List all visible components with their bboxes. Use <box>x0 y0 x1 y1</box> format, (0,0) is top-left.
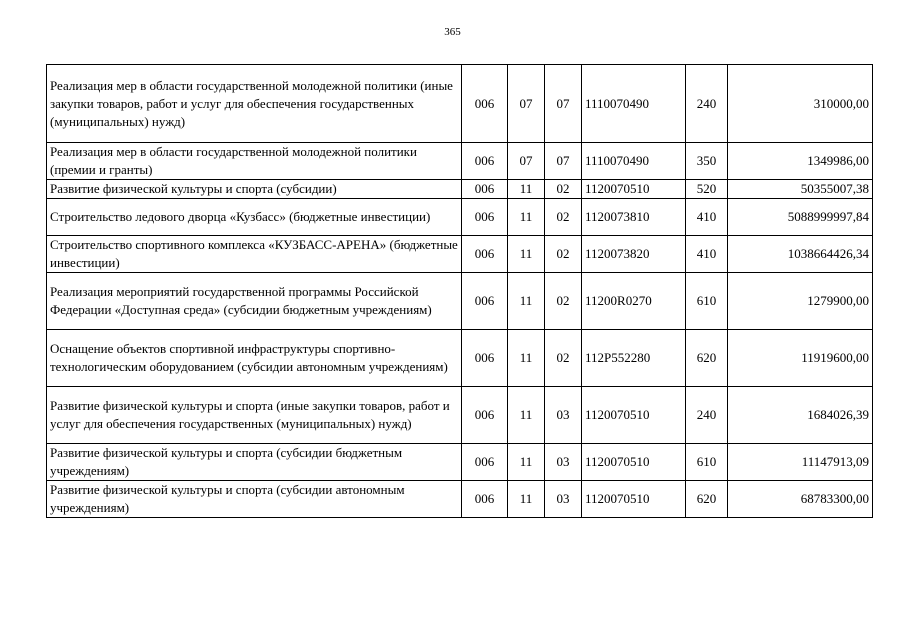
row-section-cell: 11 <box>508 199 545 236</box>
row-name-cell: Реализация мер в области государственной молодежной политики (иные закупки товаров, работ и услуг для обеспечения государственных (муниципальных) нужд) <box>47 65 462 143</box>
row-ministry-code-cell: 006 <box>462 236 508 273</box>
row-subsection-cell: 02 <box>545 330 582 387</box>
table-row <box>47 481 873 518</box>
table-row <box>47 387 873 444</box>
row-target-code-cell: 1120073820 <box>582 236 686 273</box>
row-expense-kind-cell: 620 <box>686 481 728 518</box>
row-sum-cell: 310000,00 <box>728 65 873 143</box>
table-row <box>47 444 873 481</box>
table-row <box>47 180 873 199</box>
budget-table-body <box>47 65 873 518</box>
row-ministry-code-cell: 006 <box>462 65 508 143</box>
row-subsection-cell: 07 <box>545 143 582 180</box>
row-expense-kind-cell: 520 <box>686 180 728 199</box>
row-section-cell: 11 <box>508 180 545 199</box>
row-target-code-cell: 1110070490 <box>582 143 686 180</box>
table-row <box>47 143 873 180</box>
row-ministry-code-cell: 006 <box>462 444 508 481</box>
row-subsection-cell: 07 <box>545 65 582 143</box>
row-name-cell: Развитие физической культуры и спорта (субсидии автономным учреждениям) <box>47 481 462 518</box>
row-target-code-cell: 112P552280 <box>582 330 686 387</box>
row-section-cell: 11 <box>508 387 545 444</box>
row-subsection-cell: 03 <box>545 444 582 481</box>
row-name-cell: Реализация мероприятий государственной программы Российской Федерации «Доступная среда» (субсидии бюджетным учреждениям) <box>47 273 462 330</box>
row-expense-kind-cell: 240 <box>686 387 728 444</box>
row-sum-cell: 50355007,38 <box>728 180 873 199</box>
row-ministry-code-cell: 006 <box>462 481 508 518</box>
row-section-cell: 11 <box>508 273 545 330</box>
budget-table <box>46 64 873 518</box>
row-expense-kind-cell: 240 <box>686 65 728 143</box>
row-expense-kind-cell: 620 <box>686 330 728 387</box>
table-row <box>47 236 873 273</box>
row-name-cell: Развитие физической культуры и спорта (субсидии бюджетным учреждениям) <box>47 444 462 481</box>
row-sum-cell: 11147913,09 <box>728 444 873 481</box>
row-name-cell: Реализация мер в области государственной молодежной политики (премии и гранты) <box>47 143 462 180</box>
row-subsection-cell: 03 <box>545 387 582 444</box>
row-target-code-cell: 11200R0270 <box>582 273 686 330</box>
row-subsection-cell: 02 <box>545 180 582 199</box>
row-ministry-code-cell: 006 <box>462 180 508 199</box>
row-subsection-cell: 02 <box>545 236 582 273</box>
row-name-cell: Развитие физической культуры и спорта (субсидии) <box>47 180 462 199</box>
row-expense-kind-cell: 410 <box>686 236 728 273</box>
row-target-code-cell: 1110070490 <box>582 65 686 143</box>
row-section-cell: 11 <box>508 330 545 387</box>
row-name-cell: Строительство спортивного комплекса «КУЗБАСС-АРЕНА» (бюджетные инвестиции) <box>47 236 462 273</box>
page-number: 365 <box>444 26 461 38</box>
row-subsection-cell: 02 <box>545 199 582 236</box>
row-section-cell: 07 <box>508 143 545 180</box>
row-ministry-code-cell: 006 <box>462 387 508 444</box>
row-expense-kind-cell: 350 <box>686 143 728 180</box>
row-ministry-code-cell: 006 <box>462 199 508 236</box>
row-subsection-cell: 03 <box>545 481 582 518</box>
row-expense-kind-cell: 610 <box>686 273 728 330</box>
row-expense-kind-cell: 410 <box>686 199 728 236</box>
row-target-code-cell: 1120070510 <box>582 387 686 444</box>
row-target-code-cell: 1120070510 <box>582 444 686 481</box>
row-sum-cell: 1684026,39 <box>728 387 873 444</box>
row-section-cell: 11 <box>508 444 545 481</box>
row-section-cell: 11 <box>508 481 545 518</box>
row-section-cell: 07 <box>508 65 545 143</box>
table-row <box>47 65 873 143</box>
row-name-cell: Развитие физической культуры и спорта (иные закупки товаров, работ и услуг для обеспечения государственных (муниципальных) нужд) <box>47 387 462 444</box>
row-sum-cell: 11919600,00 <box>728 330 873 387</box>
row-ministry-code-cell: 006 <box>462 143 508 180</box>
row-subsection-cell: 02 <box>545 273 582 330</box>
row-sum-cell: 5088999997,84 <box>728 199 873 236</box>
row-ministry-code-cell: 006 <box>462 330 508 387</box>
row-name-cell: Строительство ледового дворца «Кузбасс» (бюджетные инвестиции) <box>47 199 462 236</box>
table-row <box>47 199 873 236</box>
row-name-cell: Оснащение объектов спортивной инфраструктуры спортивно-технологическим оборудованием (субсидии автономным учреждениям) <box>47 330 462 387</box>
row-target-code-cell: 1120073810 <box>582 199 686 236</box>
row-target-code-cell: 1120070510 <box>582 180 686 199</box>
row-target-code-cell: 1120070510 <box>582 481 686 518</box>
row-ministry-code-cell: 006 <box>462 273 508 330</box>
row-sum-cell: 68783300,00 <box>728 481 873 518</box>
table-row <box>47 273 873 330</box>
table-row <box>47 330 873 387</box>
row-section-cell: 11 <box>508 236 545 273</box>
row-sum-cell: 1349986,00 <box>728 143 873 180</box>
row-expense-kind-cell: 610 <box>686 444 728 481</box>
row-sum-cell: 1038664426,34 <box>728 236 873 273</box>
row-sum-cell: 1279900,00 <box>728 273 873 330</box>
